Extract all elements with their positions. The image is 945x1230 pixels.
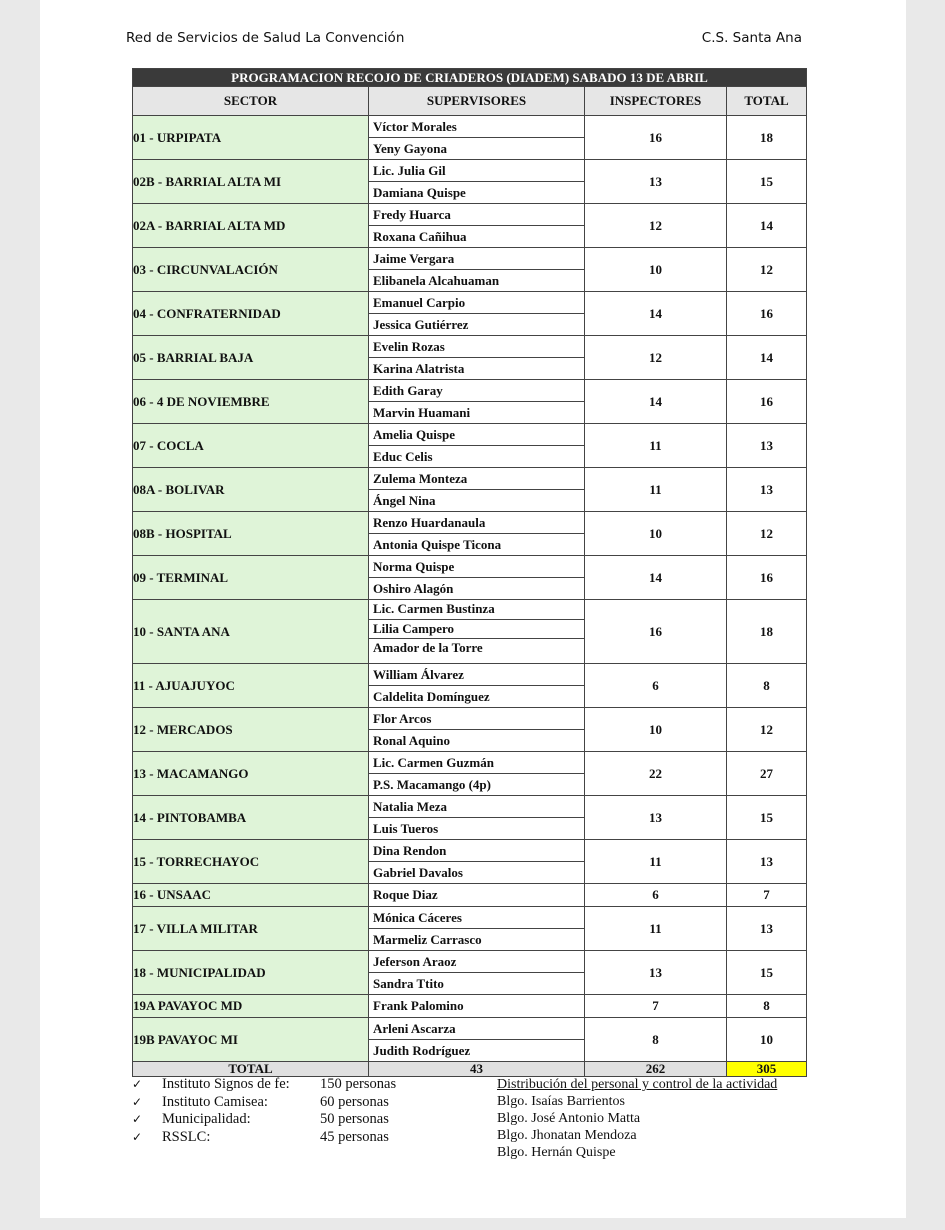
inspectors-cell: 16 [585, 116, 727, 160]
inspectors-cell: 6 [585, 884, 727, 907]
inspectors-cell: 14 [585, 292, 727, 336]
supervisors-cell [369, 160, 585, 204]
table-row [133, 204, 807, 248]
table-title: PROGRAMACION RECOJO DE CRIADEROS (DIADEM) SABADO 13 DE ABRIL [133, 69, 807, 87]
checklist-value: 60 personas [320, 1093, 389, 1110]
distribution-person: Blgo. José Antonio Matta [497, 1111, 641, 1126]
total-cell: 14 [727, 336, 807, 380]
supervisor-name: Antonia Quispe Ticona [373, 537, 502, 552]
checklist-value: 150 personas [320, 1076, 397, 1092]
table-row [133, 116, 807, 160]
supervisors-cell [369, 292, 585, 336]
supervisor-name: Caldelita Domínguez [373, 689, 490, 704]
supervisors-cell [369, 1018, 585, 1062]
supervisor-name: Frank Palomino [373, 998, 464, 1013]
supervisor-name: Natalia Meza [369, 796, 585, 818]
supervisors-cell [369, 752, 585, 796]
table-row [133, 995, 807, 1018]
total-cell: 13 [727, 907, 807, 951]
total-cell: 18 [727, 116, 807, 160]
checklist-label: Municipalidad: [162, 1111, 251, 1127]
supervisor-name: Ángel Nina [373, 493, 436, 508]
table-row [133, 292, 807, 336]
sector-cell: 14 - PINTOBAMBA [133, 796, 369, 840]
checklist-item [132, 1111, 396, 1129]
sector-cell: 15 - TORRECHAYOC [133, 840, 369, 884]
inspectors-cell: 13 [585, 160, 727, 204]
table-row [133, 512, 807, 556]
total-inspectors: 262 [585, 1062, 727, 1077]
inspectors-cell: 10 [585, 248, 727, 292]
supervisor-name: Oshiro Alagón [373, 581, 454, 596]
checkmark-icon: ✓ [132, 1077, 143, 1091]
sector-cell: 04 - CONFRATERNIDAD [133, 292, 369, 336]
inspectors-cell: 11 [585, 840, 727, 884]
supervisor-name: Lic. Carmen Guzmán [369, 752, 585, 774]
grand-total: 305 [727, 1062, 807, 1077]
supervisor-name: Flor Arcos [369, 708, 585, 730]
total-cell: 13 [727, 840, 807, 884]
sector-cell: 02B - BARRIAL ALTA MI [133, 160, 369, 204]
table-row [133, 336, 807, 380]
supervisor-name: Sandra Ttito [373, 976, 444, 991]
sector-cell: 05 - BARRIAL BAJA [133, 336, 369, 380]
total-cell: 15 [727, 796, 807, 840]
checklist-value: 45 personas [320, 1128, 389, 1145]
schedule-table [132, 68, 807, 1077]
total-cell: 13 [727, 468, 807, 512]
supervisor-name: Dina Rendon [369, 840, 585, 862]
header-organization: Red de Servicios de Salud La Convención [126, 30, 405, 46]
inspectors-cell: 11 [585, 468, 727, 512]
checklist-label: Instituto Signos de fe: [162, 1076, 290, 1092]
total-cell: 16 [727, 292, 807, 336]
supervisor-name: Fredy Huarca [369, 204, 585, 226]
supervisor-name: Marvin Huamani [373, 405, 471, 420]
inspectors-cell: 10 [585, 512, 727, 556]
supervisors-cell [369, 796, 585, 840]
supervisors-cell [369, 664, 585, 708]
distribution-person: Blgo. Isaías Barrientos [497, 1094, 625, 1109]
inspectors-cell: 6 [585, 664, 727, 708]
supervisor-name: Jaime Vergara [369, 248, 585, 270]
supervisor-name: Karina Alatrista [373, 361, 465, 376]
total-cell: 10 [727, 1018, 807, 1062]
checklist-item [132, 1129, 396, 1147]
table-row [133, 796, 807, 840]
supervisor-name: William Álvarez [369, 664, 585, 686]
checklist-label: Instituto Camisea: [162, 1093, 268, 1110]
supervisor-name: Mónica Cáceres [369, 907, 585, 929]
supervisors-cell [369, 995, 585, 1018]
supervisors-cell [369, 840, 585, 884]
sector-cell: 02A - BARRIAL ALTA MD [133, 204, 369, 248]
inspectors-cell: 7 [585, 995, 727, 1018]
total-cell: 15 [727, 951, 807, 995]
inspectors-cell: 22 [585, 752, 727, 796]
supervisors-cell [369, 204, 585, 248]
inspectors-cell: 12 [585, 204, 727, 248]
table-row [133, 708, 807, 752]
supervisor-name: Edith Garay [369, 380, 585, 402]
supervisors-cell [369, 708, 585, 752]
table-row [133, 248, 807, 292]
supervisor-name: Roxana Cañihua [373, 229, 467, 244]
sector-cell: 19B PAVAYOC MI [133, 1018, 369, 1062]
column-header-sector: SECTOR [133, 87, 369, 116]
inspectors-cell: 16 [585, 600, 727, 664]
checklist-label: RSSLC: [162, 1128, 211, 1145]
supervisor-name: Víctor Morales [369, 116, 585, 138]
total-cell: 12 [727, 708, 807, 752]
inspectors-cell: 11 [585, 907, 727, 951]
total-supervisors: 43 [369, 1062, 585, 1077]
supervisors-cell [369, 600, 585, 664]
inspectors-cell: 14 [585, 556, 727, 600]
supervisor-name: P.S. Macamango (4p) [373, 777, 491, 792]
inspectors-cell: 10 [585, 708, 727, 752]
supervisor-name: Jeferson Araoz [369, 951, 585, 973]
column-header-total: TOTAL [727, 87, 807, 116]
table-row [133, 380, 807, 424]
supervisor-name: Renzo Huardanaula [369, 512, 585, 534]
supervisor-name: Yeny Gayona [373, 141, 448, 156]
sector-cell: 08B - HOSPITAL [133, 512, 369, 556]
table-row [133, 600, 807, 664]
sector-cell: 01 - URPIPATA [133, 116, 369, 160]
total-cell: 13 [727, 424, 807, 468]
sector-cell: 13 - MACAMANGO [133, 752, 369, 796]
supervisor-name: Lic. Julia Gil [369, 160, 585, 182]
inspectors-cell: 8 [585, 1018, 727, 1062]
total-cell: 15 [727, 160, 807, 204]
total-cell: 14 [727, 204, 807, 248]
supervisor-name: Arleni Ascarza [369, 1018, 585, 1040]
sector-cell: 16 - UNSAAC [133, 884, 369, 907]
supervisor-name: Jessica Gutiérrez [373, 317, 469, 332]
supervisors-cell [369, 248, 585, 292]
column-header-inspectors: INSPECTORES [585, 87, 727, 116]
table-row [133, 468, 807, 512]
supervisor-name: Evelin Rozas [369, 336, 585, 358]
sector-cell: 11 - AJUAJUYOC [133, 664, 369, 708]
table-row [133, 951, 807, 995]
supervisors-cell [369, 116, 585, 160]
table-row [133, 840, 807, 884]
total-cell: 12 [727, 248, 807, 292]
table-row [133, 424, 807, 468]
total-row [133, 1062, 807, 1077]
distribution-person: Blgo. Hernán Quispe [497, 1145, 616, 1160]
table-row [133, 907, 807, 951]
total-label: TOTAL [133, 1062, 369, 1077]
total-cell: 8 [727, 664, 807, 708]
participant-checklist [132, 1076, 396, 1146]
table-row [133, 160, 807, 204]
sector-cell: 10 - SANTA ANA [133, 600, 369, 664]
sector-cell: 06 - 4 DE NOVIEMBRE [133, 380, 369, 424]
checklist-value: 50 personas [320, 1111, 389, 1127]
table-row [133, 664, 807, 708]
table-row [133, 1018, 807, 1062]
checkmark-icon: ✓ [132, 1094, 143, 1109]
inspectors-cell: 13 [585, 796, 727, 840]
inspectors-cell: 11 [585, 424, 727, 468]
supervisors-cell [369, 424, 585, 468]
sector-cell: 09 - TERMINAL [133, 556, 369, 600]
checklist-item [132, 1076, 396, 1094]
sector-cell: 19A PAVAYOC MD [133, 995, 369, 1018]
supervisors-cell [369, 468, 585, 512]
distribution-title: Distribución del personal y control de la actividad [497, 1077, 778, 1092]
supervisors-cell [369, 907, 585, 951]
sector-cell: 07 - COCLA [133, 424, 369, 468]
sector-cell: 03 - CIRCUNVALACIÓN [133, 248, 369, 292]
distribution-block [497, 1076, 777, 1161]
supervisor-name: Emanuel Carpio [369, 292, 585, 314]
inspectors-cell: 14 [585, 380, 727, 424]
total-cell: 16 [727, 556, 807, 600]
inspectors-cell: 13 [585, 951, 727, 995]
supervisor-name: Ronal Aquino [373, 733, 450, 748]
supervisors-cell [369, 512, 585, 556]
sector-cell: 17 - VILLA MILITAR [133, 907, 369, 951]
supervisor-name: Norma Quispe [369, 556, 585, 578]
header-center: C.S. Santa Ana [701, 30, 802, 46]
sector-cell: 12 - MERCADOS [133, 708, 369, 752]
supervisor-name: Lilia Campero [369, 620, 585, 640]
total-cell: 18 [727, 600, 807, 664]
supervisors-cell [369, 380, 585, 424]
supervisors-cell [369, 884, 585, 907]
supervisors-cell [369, 951, 585, 995]
supervisors-cell [369, 556, 585, 600]
supervisor-name: Gabriel Davalos [373, 865, 463, 880]
checklist-item [132, 1094, 396, 1112]
supervisor-name: Amador de la Torre [373, 640, 483, 655]
document-page [40, 0, 906, 1218]
supervisor-name: Elibanela Alcahuaman [373, 273, 500, 288]
checkmark-icon: ✓ [132, 1112, 143, 1126]
supervisor-name: Zulema Monteza [369, 468, 585, 490]
supervisor-name: Damiana Quispe [373, 185, 466, 200]
table-row [133, 556, 807, 600]
total-cell: 16 [727, 380, 807, 424]
sector-cell: 08A - BOLIVAR [133, 468, 369, 512]
supervisor-name: Luis Tueros [373, 821, 439, 836]
supervisors-cell [369, 336, 585, 380]
column-header-supervisors: SUPERVISORES [369, 87, 585, 116]
total-cell: 8 [727, 995, 807, 1018]
inspectors-cell: 12 [585, 336, 727, 380]
sector-cell: 18 - MUNICIPALIDAD [133, 951, 369, 995]
supervisor-name: Judith Rodríguez [373, 1043, 471, 1058]
supervisor-name: Amelia Quispe [369, 424, 585, 446]
checkmark-icon: ✓ [132, 1129, 143, 1144]
distribution-person: Blgo. Jhonatan Mendoza [497, 1128, 637, 1143]
supervisor-name: Roque Diaz [373, 887, 438, 902]
table-row [133, 752, 807, 796]
supervisor-name: Educ Celis [373, 449, 433, 464]
total-cell: 12 [727, 512, 807, 556]
supervisor-name: Marmeliz Carrasco [373, 932, 482, 947]
total-cell: 7 [727, 884, 807, 907]
table-row [133, 884, 807, 907]
total-cell: 27 [727, 752, 807, 796]
supervisor-name: Lic. Carmen Bustinza [369, 600, 585, 620]
